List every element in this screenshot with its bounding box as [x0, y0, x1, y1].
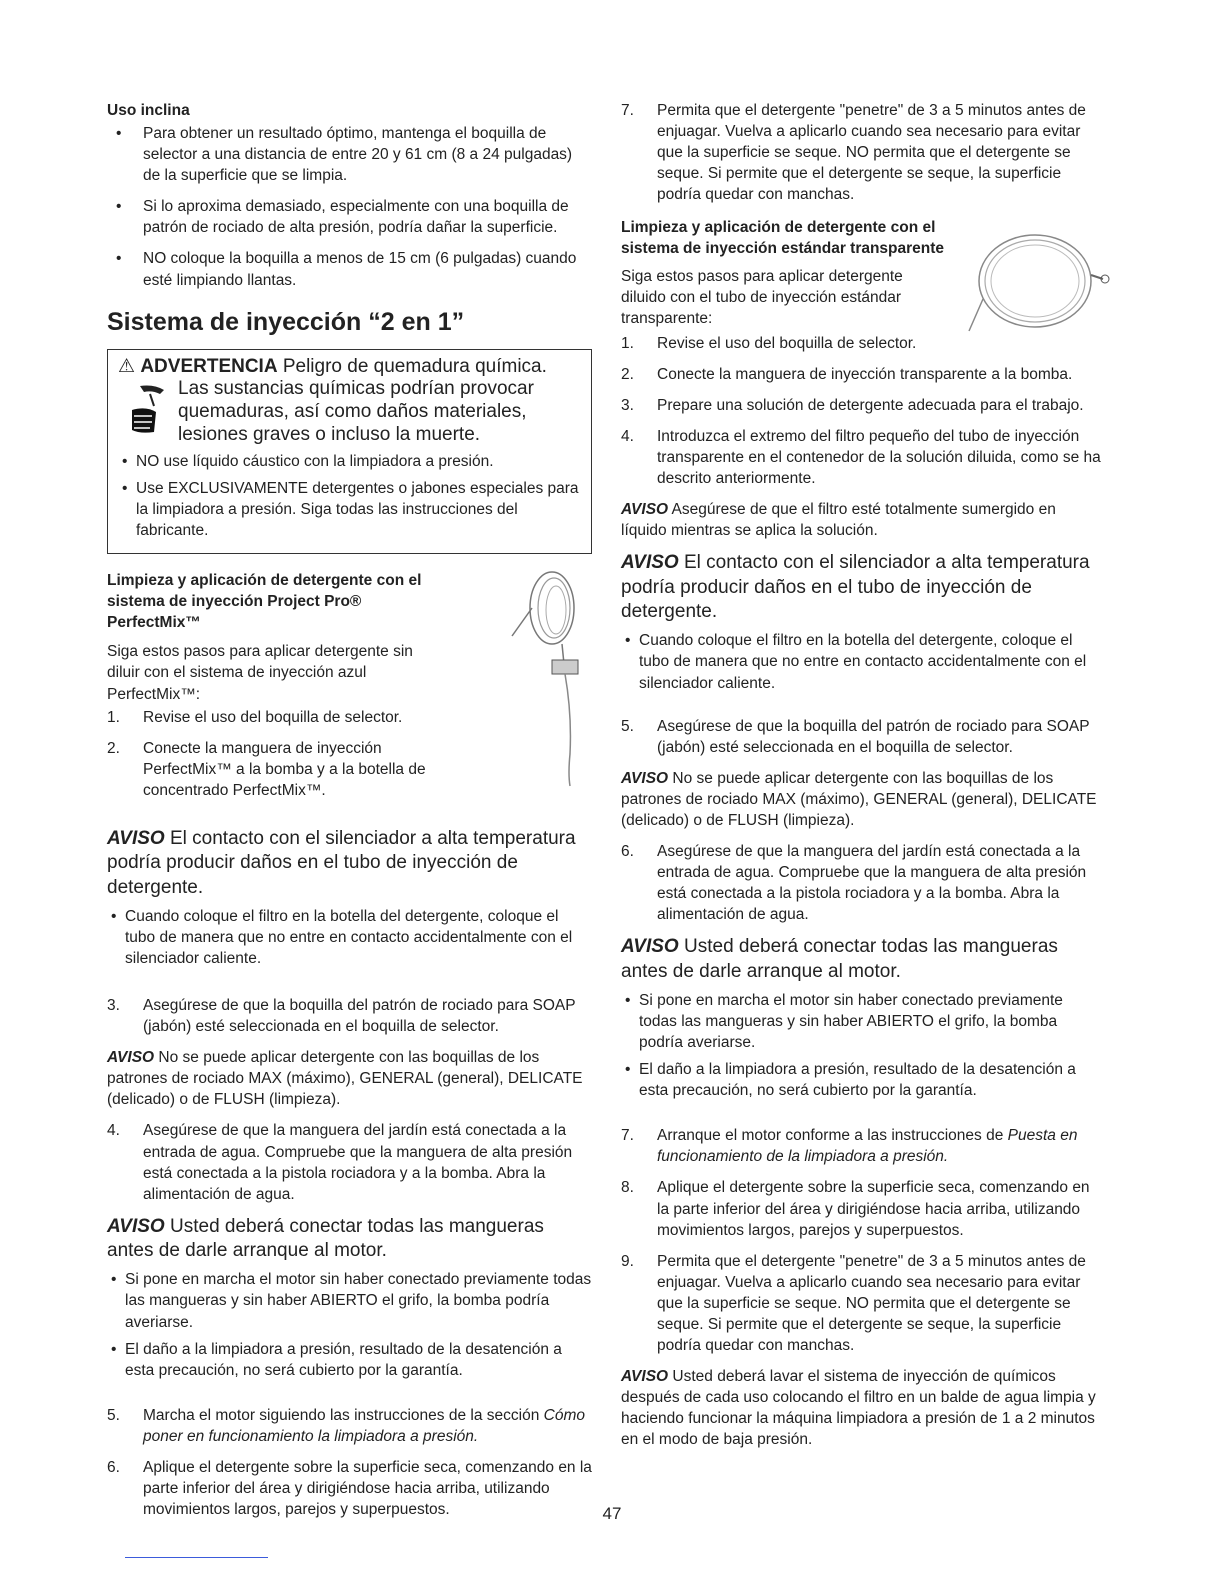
uso-inclina-list — [107, 123, 592, 291]
aviso-label: AVISO — [621, 936, 679, 958]
aviso-text: El contacto con el silenciador a alta temperatura podría producir daños en el tubo de inyección de detergente. — [621, 552, 1090, 623]
step-number: 6. — [621, 842, 634, 860]
warning-box — [107, 349, 592, 555]
step-text: Conecte la manguera de inyección PerfectMix™ a la bomba y a la botella de concentrado PerfectMix™. — [143, 739, 426, 799]
aviso-muffler-notice — [107, 827, 592, 900]
step-text: Asegúrese de que la manguera del jardín está conectada a la entrada de agua. Compruebe que la manguera de alta presión está conectada a la pistola rociadora y a la bomba. Abra la alimentación de agua. — [143, 1122, 573, 1203]
step-number: 5. — [107, 1406, 120, 1424]
step-number: 7. — [621, 1127, 634, 1145]
list-item — [107, 738, 447, 801]
warning-triangle-icon: ⚠ — [118, 355, 136, 377]
step-text: Aplique el detergente sobre la superficie seca, comenzando en la parte inferior del área y dirigiéndose hacia arriba, utilizando movimientos largos, parejos y superpuestos. — [657, 1179, 1090, 1239]
aviso-text: Asegúrese de que el filtro esté totalmente sumergido en líquido mientras se aplica la solución. — [621, 501, 1056, 540]
list-item — [107, 1405, 592, 1447]
perfectmix-steps — [107, 707, 447, 801]
step-reference: Puesta en funcionamiento de la limpiadora a presión. — [657, 1127, 1078, 1166]
aviso-hoses-bullets — [621, 990, 1103, 1101]
step-number: 7. — [621, 102, 634, 119]
uso-inclina-heading: Uso inclina — [107, 102, 190, 119]
list-item: • Cuando coloque el filtro en la botella del detergente, coloque el tubo de manera que no entre en contacto accidentalmente con el silenciador caliente. — [107, 906, 592, 969]
list-item — [107, 995, 592, 1037]
standard-injection-intro: Siga estos pasos para aplicar detergente diluido con el tubo de inyección estándar transparente: — [621, 267, 903, 327]
step-text: Prepare una solución de detergente adecuada para el trabajo. — [657, 396, 1084, 414]
aviso-label: AVISO — [621, 769, 669, 787]
perfectmix-section — [107, 570, 592, 801]
aviso-muffler-bullets — [621, 630, 1103, 693]
step-number: 2. — [107, 739, 120, 757]
step-number: 2. — [621, 365, 634, 383]
aviso-muffler-notice — [621, 551, 1103, 624]
step-text: Asegúrese de que la boquilla del patrón de rociado para SOAP (jabón) esté seleccionada en el boquilla de selector. — [143, 997, 576, 1036]
list-item — [107, 707, 447, 728]
section-title: Sistema de inyección “2 en 1” — [107, 307, 465, 336]
perfectmix-hose-illustration — [482, 564, 612, 794]
warning-body — [118, 378, 583, 446]
transparent-hose-illustration — [953, 219, 1113, 349]
step-number: 3. — [621, 396, 634, 414]
list-item — [621, 364, 1103, 385]
list-item: • Si lo aproxima demasiado, especialmente con una boquilla de patrón de rociado de alta presión, podría dañar la superficie. — [107, 196, 592, 238]
warning-label: ADVERTENCIA — [140, 355, 278, 377]
step-text: Asegúrese de que la boquilla del patrón de rociado para SOAP (jabón) esté seleccionada en el boquilla de selector. — [657, 717, 1090, 756]
list-item — [621, 716, 1103, 758]
aviso-label: AVISO — [107, 1215, 165, 1237]
aviso-label: AVISO — [107, 1049, 155, 1067]
list-item: • Cuando coloque el filtro en la botella del detergente, coloque el tubo de manera que no entre en contacto accidentalmente con el silenciador caliente. — [621, 630, 1103, 693]
step-text: Arranque el motor conforme a las instrucciones de — [657, 1127, 1004, 1145]
steps-continued-2 — [621, 841, 1103, 925]
perfectmix-intro: Siga estos pasos para aplicar detergente sin diluir con el sistema de inyección azul PerfectMix™: — [107, 643, 413, 703]
aviso-nozzle-notice — [107, 1047, 592, 1110]
list-item: • El daño a la limpiadora a presión, resultado de la desatención a esta precaución, no será cubierto por la garantía. — [107, 1339, 592, 1381]
aviso-text: Usted deberá conectar todas las mangueras antes de darle arranque al motor. — [107, 1215, 544, 1262]
steps-continued — [621, 716, 1103, 758]
aviso-hoses-notice — [621, 935, 1103, 984]
aviso-text: No se puede aplicar detergente con las boquillas de los patrones de rociado MAX (máximo), GENERAL (general), DELICATE (delicado) o de FLUSH (limpieza). — [107, 1049, 583, 1109]
list-item — [621, 1251, 1103, 1356]
list-item: • Para obtener un resultado óptimo, mantenga el boquilla de selector a una distancia de entre 20 y 61 cm (8 a 24 pulgadas) de la superficie que se limpia. — [107, 123, 592, 186]
step-number: 3. — [107, 997, 120, 1015]
list-item: • NO coloque la boquilla a menos de 15 cm (6 pulgadas) cuando esté limpiando llantas. — [107, 248, 592, 290]
step-number: 8. — [621, 1179, 634, 1197]
aviso-hoses-notice — [107, 1215, 592, 1264]
aviso-filter-notice — [621, 499, 1103, 541]
aviso-muffler-bullets — [107, 906, 592, 969]
list-item — [621, 395, 1103, 416]
aviso-label: AVISO — [621, 552, 679, 574]
list-item — [621, 841, 1103, 925]
list-item — [107, 1120, 592, 1204]
footer-rule — [125, 1557, 268, 1558]
step-text: Introduzca el extremo del filtro pequeño del tubo de inyección transparente en el contenedor de la solución diluida, como se ha descrito anteriormente. — [657, 428, 1101, 488]
warning-header — [118, 356, 583, 379]
aviso-text: El contacto con el silenciador a alta temperatura podría producir daños en el tubo de inyección de detergente. — [107, 827, 576, 898]
step-number: 6. — [107, 1458, 120, 1476]
step-reference: Cómo poner en funcionamiento la limpiadora a presión. — [143, 1406, 585, 1445]
aviso-nozzle-notice — [621, 768, 1103, 831]
steps-final — [621, 1125, 1103, 1356]
standard-injection-heading: Limpieza y aplicación de detergente con el sistema de inyección estándar transparente — [621, 219, 945, 258]
list-item: • Si pone en marcha el motor sin haber conectado previamente todas las mangueras y sin haber ABIERTO el grifo, la bomba podría averiarse. — [621, 990, 1103, 1053]
steps-top — [621, 100, 1103, 205]
step-number: 1. — [107, 708, 120, 726]
list-item: • NO use líquido cáustico con la limpiadora a presión. — [118, 451, 583, 472]
list-item — [621, 100, 1103, 205]
steps-continued-2 — [107, 1120, 592, 1204]
steps-continued — [107, 995, 592, 1037]
step-text: Conecte la manguera de inyección transparente a la bomba. — [657, 365, 1073, 383]
aviso-text: Usted deberá lavar el sistema de inyección de químicos después de cada uso colocando el filtro en un balde de agua limpia y haciendo funcionar la máquina limpiadora a presión de 1 a 2 minutos en el modo de baja presión. — [621, 1368, 1096, 1449]
step-number: 1. — [621, 334, 634, 352]
list-item: • Si pone en marcha el motor sin haber conectado previamente todas las mangueras y sin haber ABIERTO el grifo, la bomba podría averiarse. — [107, 1269, 592, 1332]
warning-bullets — [118, 451, 583, 541]
step-text: Revise el uso del boquilla de selector. — [657, 334, 917, 352]
aviso-flush-notice — [621, 1366, 1103, 1450]
step-number: 5. — [621, 717, 634, 735]
chemical-burn-hand-icon — [118, 382, 178, 438]
step-number: 9. — [621, 1252, 634, 1270]
list-item — [621, 333, 1103, 354]
list-item: • Use EXCLUSIVAMENTE detergentes o jabones especiales para la limpiadora a presión. Siga todas las instrucciones del fabricante. — [118, 478, 583, 541]
left-column — [107, 100, 592, 1530]
step-text: Revise el uso del boquilla de selector. — [143, 708, 403, 726]
aviso-text: Usted deberá conectar todas las mangueras antes de darle arranque al motor. — [621, 936, 1058, 982]
warning-headline: Peligro de quemadura química. — [282, 355, 547, 377]
list-item — [621, 1125, 1103, 1167]
standard-injection-section — [621, 217, 1103, 328]
right-column — [621, 100, 1103, 1460]
list-item — [621, 426, 1103, 489]
perfectmix-heading: Limpieza y aplicación de detergente con el sistema de inyección Project Pro® PerfectMix™ — [107, 572, 422, 632]
step-text: Permita que el detergente "penetre" de 3 a 5 minutos antes de enjuagar. Vuelva a aplicarlo cuando sea necesario para evitar que la superficie se seque. NO permita que el detergente se seque. Si permite que el detergente se seque, la superficie podría quedar con manchas. — [657, 1252, 1086, 1354]
aviso-label: AVISO — [621, 1368, 669, 1386]
step-text: Permita que el detergente "penetre" de 3 a 5 minutos antes de enjuagar. Vuelva a aplicarlo cuando sea necesario para evitar que la superficie se seque. NO permita que el detergente se seque. Si permite que el detergente se seque, la superficie podría quedar con manchas. — [657, 102, 1086, 204]
step-text: Aplique el detergente sobre la superficie seca, comenzando en la parte inferior del área y dirigiéndose hacia arriba, utilizando movimientos largos, parejos y superpuestos. — [143, 1458, 592, 1519]
step-number: 4. — [107, 1122, 120, 1140]
step-text: Marcha el motor siguiendo las instrucciones de la sección — [143, 1406, 540, 1424]
aviso-label: AVISO — [621, 501, 669, 519]
aviso-label: AVISO — [107, 827, 165, 849]
standard-steps — [621, 333, 1103, 489]
step-number: 4. — [621, 428, 634, 446]
step-text: Asegúrese de que la manguera del jardín está conectada a la entrada de agua. Compruebe que la manguera de alta presión está conectada a la pistola rociadora y a la bomba. Abra la alimentación de agua. — [657, 842, 1087, 924]
warning-body-text: Las sustancias químicas podrían provocar quemaduras, así como daños materiales, lesiones graves o incluso la muerte. — [178, 378, 534, 446]
page-number: 47 — [602, 1504, 622, 1523]
list-item — [621, 1177, 1103, 1240]
aviso-hoses-bullets — [107, 1269, 592, 1380]
list-item: • El daño a la limpiadora a presión, resultado de la desatención a esta precaución, no será cubierto por la garantía. — [621, 1059, 1103, 1101]
aviso-text: No se puede aplicar detergente con las boquillas de los patrones de rociado MAX (máximo), GENERAL (general), DELICATE (delicado) o de FLUSH (limpieza). — [621, 769, 1097, 829]
